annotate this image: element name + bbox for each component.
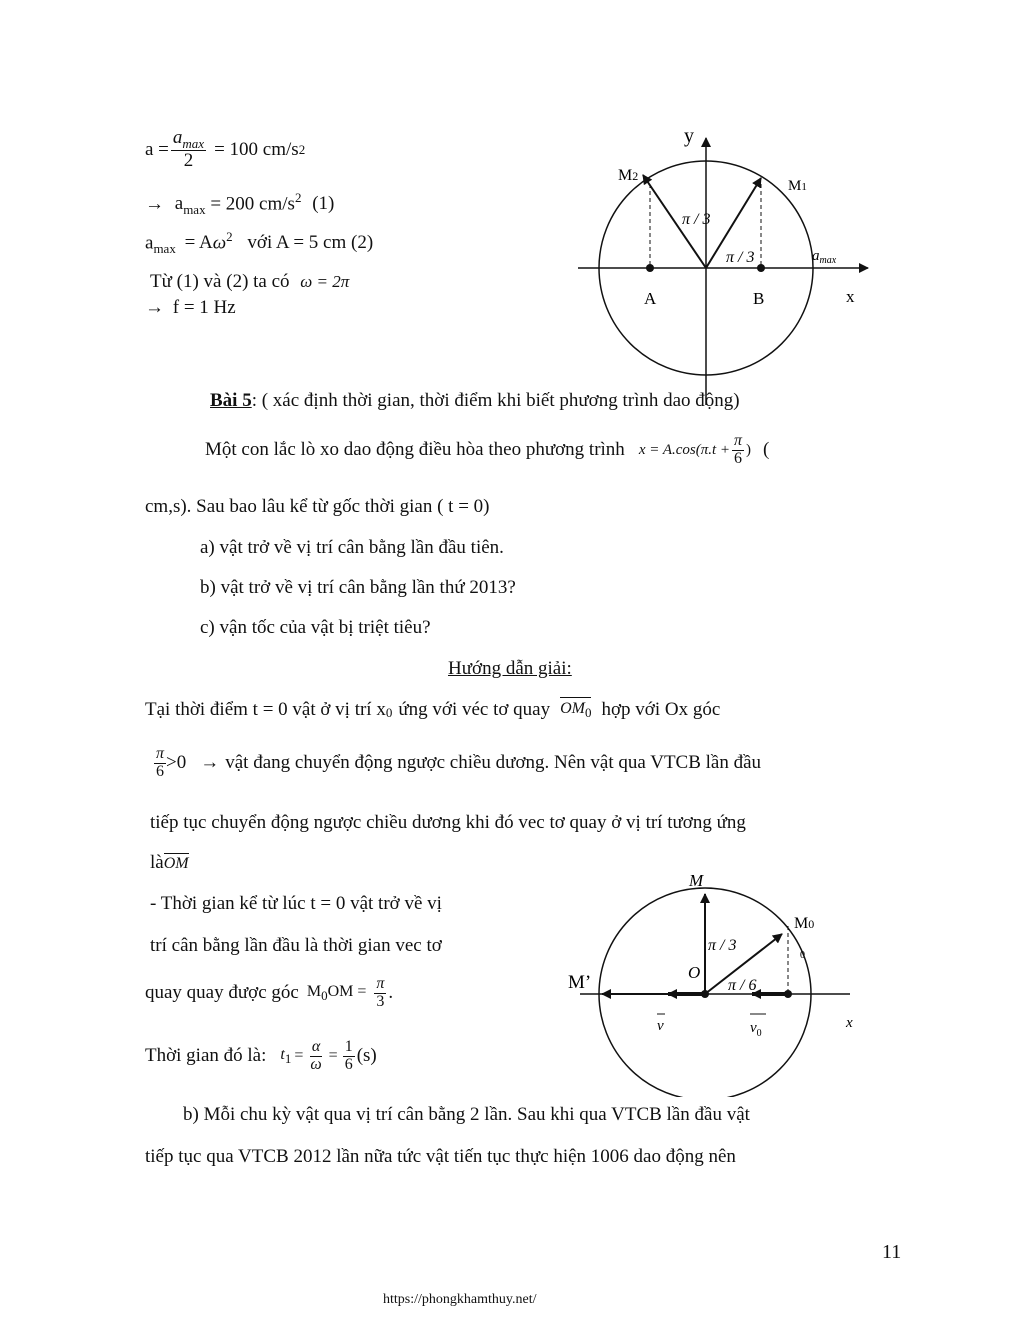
superscript: 2 <box>226 229 233 244</box>
t1-symbol: $t_1$ <box>280 1045 292 1066</box>
frac-den: 6 <box>344 1055 353 1073</box>
subscript: 0 <box>385 705 393 720</box>
angle-m0om: $M_0OM$ = <box>306 982 367 1003</box>
frac-num: π <box>734 432 743 449</box>
point-b <box>757 264 765 272</box>
eq-omega-2pi <box>150 271 349 293</box>
text: = <box>294 1047 304 1065</box>
angle-label-upper: π / 3 <box>708 937 737 954</box>
fraction <box>171 128 206 171</box>
text: = <box>328 1047 338 1065</box>
question-c: c) vận tốc của vật bị triệt tiêu? <box>200 617 431 638</box>
question-a: a) vật trở về vị trí cân bằng lần đầu tiên. <box>200 537 504 558</box>
label-y: y <box>684 125 694 147</box>
solution-p2 <box>152 746 761 781</box>
solution-p7 <box>145 976 393 1011</box>
page-number: 11 <box>882 1241 902 1263</box>
label-m: M <box>689 871 704 890</box>
bai5-line2: cm,s). Sau bao lâu kể từ gốc thời gian ( t = 0) <box>145 496 490 517</box>
frac-den: 2 <box>183 150 194 172</box>
frac-num: π <box>376 975 385 992</box>
frac-num: α <box>311 1038 321 1055</box>
frac-den: 6 <box>156 762 164 780</box>
solution-p3: tiếp tục chuyển động ngược chiều dương khi đó vec tơ quay ở vị trí tương ứng <box>150 812 746 833</box>
label-b: B <box>753 289 765 308</box>
text: (s) <box>356 1045 377 1067</box>
bai5-title-label: Bài 5 <box>210 390 252 411</box>
frac-den: 6 <box>734 449 743 467</box>
eq-text: = 100 cm/s <box>214 138 299 160</box>
eq-a-amax-half <box>145 128 305 171</box>
omega-symbol: ω <box>212 232 227 254</box>
eq-math: ω = 2π <box>300 272 350 291</box>
vector-om <box>164 855 189 872</box>
superscript: 2 <box>294 190 302 205</box>
label-m2: M2 <box>618 167 639 184</box>
label-x: x <box>846 1015 853 1031</box>
eq-amax-200 <box>145 190 334 218</box>
text: vật đang chuyển động ngược chiều dương. Nên vật qua VTCB lần đầu <box>225 752 762 774</box>
intro-text: Một con lắc lò xo dao động điều hòa theo phương trình <box>205 439 625 461</box>
solution-p8 <box>145 1039 377 1074</box>
text: là <box>150 852 164 873</box>
figure-circle-1 <box>570 120 890 410</box>
eq-text: a <box>145 232 154 254</box>
text: Thời gian đó là: <box>145 1045 267 1067</box>
frac-den: 3 <box>376 992 385 1010</box>
text: >0 <box>166 752 187 774</box>
footer-url[interactable]: https://phongkhamthuy.net/ <box>383 1292 537 1307</box>
subscript: max <box>153 241 176 257</box>
solution-p4 <box>150 852 189 874</box>
arrow-icon: → <box>200 752 220 774</box>
text: hợp với Ox góc <box>601 699 721 720</box>
text: Tại thời điểm t = 0 vật ở vị trí x <box>145 699 386 720</box>
label-amax: $a_{max}$ <box>812 248 837 266</box>
arrow-icon: → <box>145 193 164 215</box>
angle-label-lower: π / 6 <box>728 977 757 994</box>
bai5-intro <box>205 433 769 468</box>
solution-p6: trí cân bằng lần đầu là thời gian vec tơ <box>150 935 442 956</box>
bai5-title-rest: : ( xác định thời gian, thời điểm khi biết phương trình dao động) <box>251 390 740 411</box>
label-o: O <box>688 963 701 982</box>
solution-p10: tiếp tục qua VTCB 2012 lần nữa tức vật tiến tục thực hiện 1006 dao động nên <box>145 1146 736 1167</box>
point-a <box>646 264 654 272</box>
solution-p5: - Thời gian kể từ lúc t = 0 vật trở về vị <box>150 893 442 914</box>
guide-heading: Hướng dẫn giải: <box>448 658 572 679</box>
eq-text: = A <box>184 232 213 254</box>
frac-num-sub: max <box>182 135 205 151</box>
frac-num: π <box>156 745 165 762</box>
eq-amax-aomega <box>145 229 373 257</box>
eq-f-1hz <box>145 297 236 319</box>
eq-text: với A = 5 cm (2) <box>247 232 374 254</box>
eq-text: f = 1 Hz <box>172 297 236 318</box>
label-m1: M1 <box>788 178 807 194</box>
eq-tag: (1) <box>312 193 335 215</box>
frac-den: ω <box>310 1055 322 1073</box>
fraction-1-6 <box>343 1039 355 1074</box>
vector-om0 <box>560 700 591 721</box>
fraction-pi-6 <box>154 746 166 781</box>
vector-label: OM <box>560 699 585 717</box>
eq-text: a = <box>145 138 169 160</box>
solution-p9: b) Mỗi chu kỳ vật qua vị trí cân bằng 2 lần. Sau khi qua VTCB lần đầu vật <box>183 1104 750 1125</box>
question-b: b) vật trở về vị trí cân bằng lần thứ 2013? <box>200 577 516 598</box>
small-zero: 0 <box>800 950 805 961</box>
text: quay quay được góc <box>145 982 299 1004</box>
solution-p1 <box>145 699 720 721</box>
equation-right: ) <box>746 441 752 458</box>
label-x: x <box>846 287 855 306</box>
center-point <box>701 990 709 998</box>
subscript: max <box>183 202 206 218</box>
frac-num: a <box>172 127 183 148</box>
equation-left: x = A.cos(π.t + <box>638 441 731 458</box>
figure-circle-2 <box>560 862 880 1097</box>
eq-text: = 200 cm/s <box>210 193 295 215</box>
projection-point <box>784 990 792 998</box>
angle-label-upper: π / 3 <box>682 211 711 228</box>
frac-num: 1 <box>344 1038 353 1055</box>
intro-tail: ( <box>763 439 770 461</box>
fraction-alpha-omega <box>308 1039 323 1074</box>
label-m-prime: M’ <box>568 972 592 993</box>
angle-label-lower: π / 3 <box>726 249 755 266</box>
bai5-title <box>210 390 740 412</box>
label-v: v <box>657 1018 664 1034</box>
eq-text: a <box>174 193 184 215</box>
label-a: A <box>644 289 657 308</box>
subscript: 0 <box>584 705 592 720</box>
text: . <box>388 982 394 1004</box>
arrow-icon: → <box>145 297 164 318</box>
text: ứng với véc tơ quay <box>398 699 551 720</box>
equation-fraction <box>732 433 744 468</box>
label-m0: M0 <box>794 915 815 932</box>
vector-label: OM <box>163 855 189 872</box>
superscript: 2 <box>298 141 306 157</box>
fraction-pi-3 <box>374 976 386 1011</box>
label-v0: $v_0$ <box>750 1020 762 1039</box>
eq-text: Từ (1) và (2) ta có <box>150 271 290 292</box>
